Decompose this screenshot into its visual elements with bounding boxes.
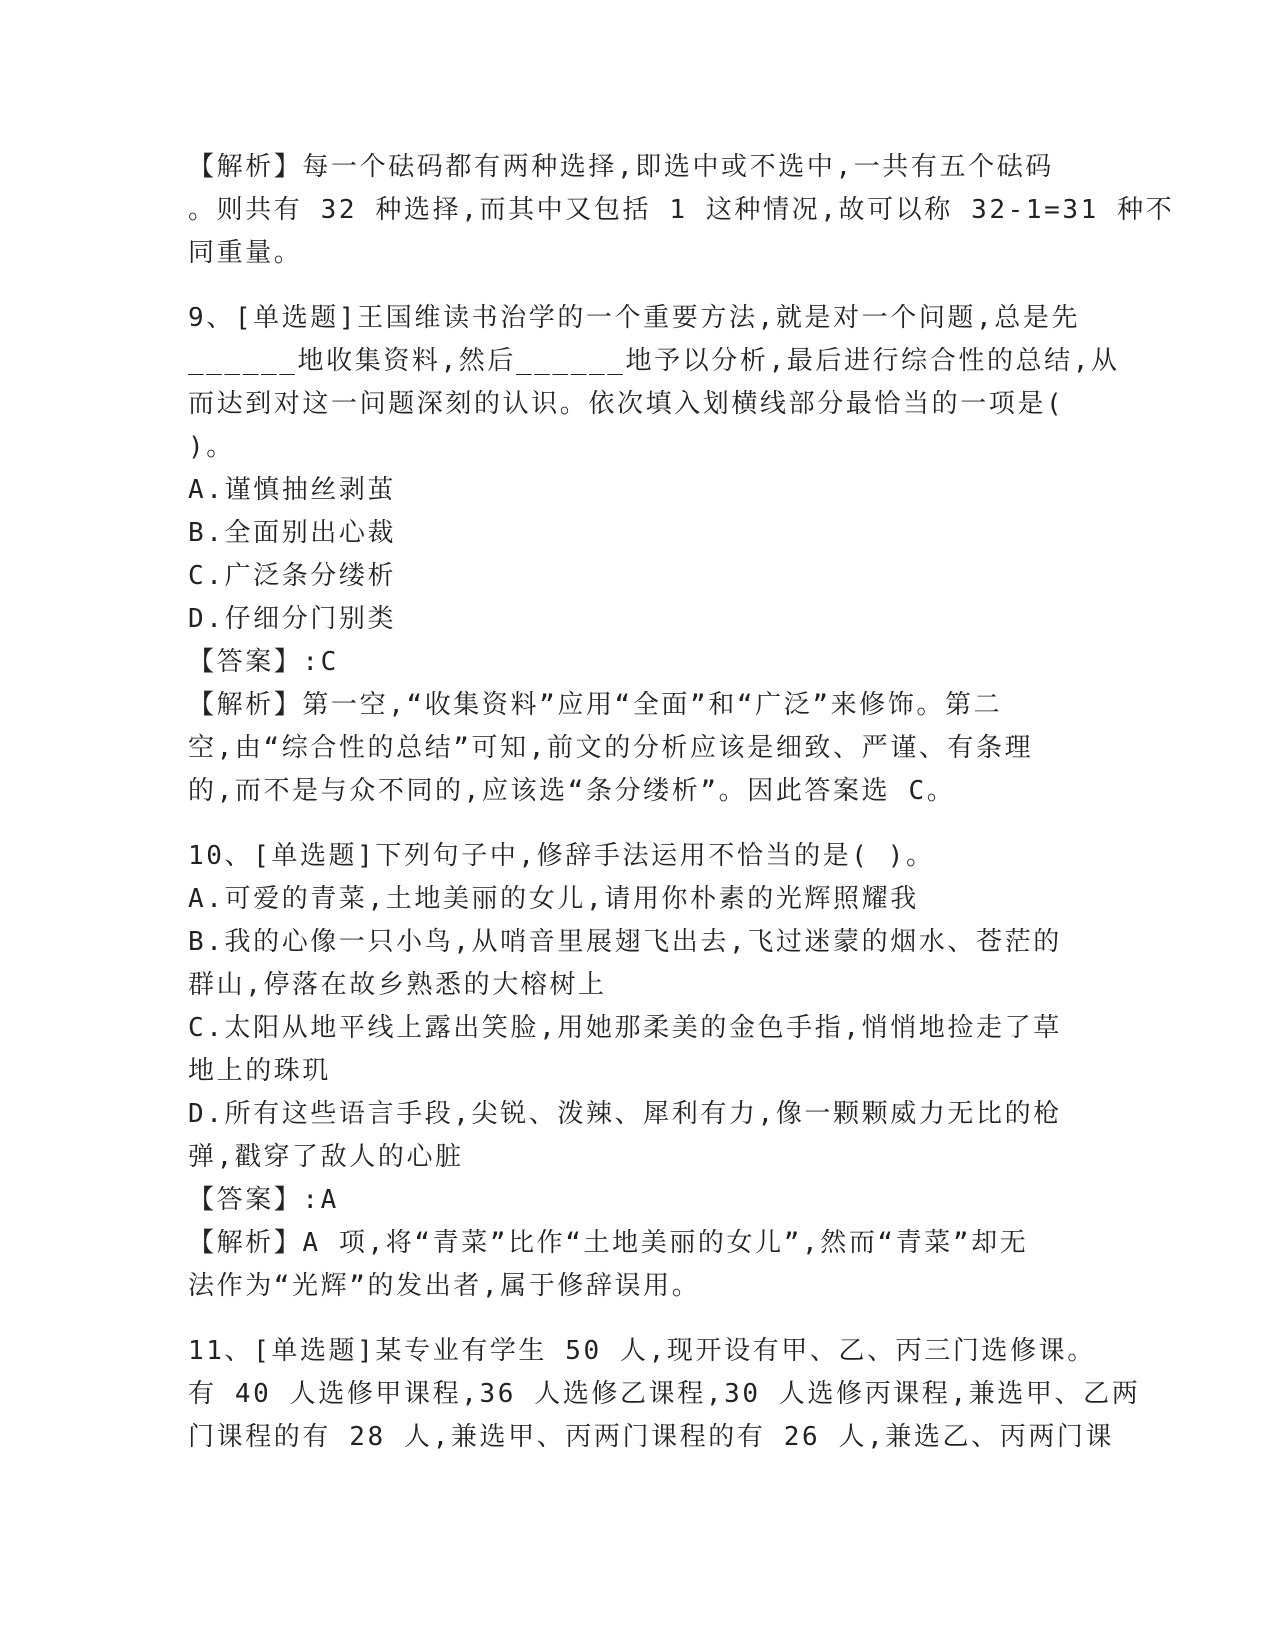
answer-line: 【答案】:C (188, 647, 339, 677)
question-stem-line: 有 40 人选修甲课程,36 人选修乙课程,30 人选修丙课程,兼选甲、乙两 (188, 1379, 1141, 1409)
question-stem-line: 门课程的有 28 人,兼选甲、丙两门课程的有 26 人,兼选乙、丙两门课 (188, 1422, 1115, 1452)
option-c: C.广泛条分缕析 (188, 561, 397, 591)
analysis-line: 。则共有 32 种选择,而其中又包括 1 这种情况,故可以称 32-1=31 种不 (188, 195, 1175, 225)
question-stem-line: )。 (188, 432, 235, 462)
option-a: A.谨慎抽丝剥茧 (188, 475, 397, 505)
option-d-continued: 弹,戳穿了敌人的心脏 (188, 1142, 464, 1172)
option-c: C.太阳从地平线上露出笑脸,用她那柔美的金色手指,悄悄地捡走了草 (188, 1013, 1062, 1043)
analysis-line: 空,由“综合性的总结”可知,前文的分析应该是细致、严谨、有条理 (188, 733, 1034, 763)
analysis-line: 【解析】每一个砝码都有两种选择,即选中或不选中,一共有五个砝码 (188, 152, 1054, 182)
question-9-block (188, 297, 1120, 813)
document-page (188, 146, 1175, 1459)
question-10-block (188, 835, 1088, 1308)
question-stem-line: 11、[单选题]某专业有学生 50 人,现开设有甲、乙、丙三门选修课。 (188, 1336, 1096, 1366)
option-b-continued: 群山,停落在故乡熟悉的大榕树上 (188, 970, 607, 1000)
answer-line: 【答案】:A (188, 1185, 339, 1215)
option-b: B.全面别出心裁 (188, 518, 397, 548)
analysis-line: 【解析】A 项,将“青菜”比作“土地美丽的女儿”,然而“青菜”却无 (188, 1228, 1029, 1258)
analysis-line: 【解析】第一空,“收集资料”应用“全面”和“广泛”来修饰。第二 (188, 690, 1003, 720)
analysis-line: 法作为“光辉”的发出者,属于修辞误用。 (188, 1271, 701, 1301)
option-d: D.仔细分门别类 (188, 604, 397, 634)
option-b: B.我的心像一只小鸟,从哨音里展翅飞出去,飞过迷蒙的烟水、苍茫的 (188, 927, 1062, 957)
question-stem-line: 9、[单选题]王国维读书治学的一个重要方法,就是对一个问题,总是先 (188, 303, 1081, 333)
q8-analysis-block (188, 146, 1175, 275)
analysis-line: 的,而不是与众不同的,应该选“条分缕析”。因此答案选 C。 (188, 776, 956, 806)
analysis-line: 同重量。 (188, 238, 303, 268)
question-11-block (188, 1330, 1141, 1459)
question-stem-line: 10、[单选题]下列句子中,修辞手法运用不恰当的是( )。 (188, 841, 935, 871)
question-stem-line: ______地收集资料,然后______地予以分析,最后进行综合性的总结,从 (188, 346, 1120, 376)
question-stem-line: 而达到对这一问题深刻的认识。依次填入划横线部分最恰当的一项是( (188, 389, 1065, 419)
option-a: A.可爱的青菜,土地美丽的女儿,请用你朴素的光辉照耀我 (188, 884, 919, 914)
option-c-continued: 地上的珠玑 (188, 1056, 332, 1086)
option-d: D.所有这些语言手段,尖锐、泼辣、犀利有力,像一颗颗威力无比的枪 (188, 1099, 1062, 1129)
